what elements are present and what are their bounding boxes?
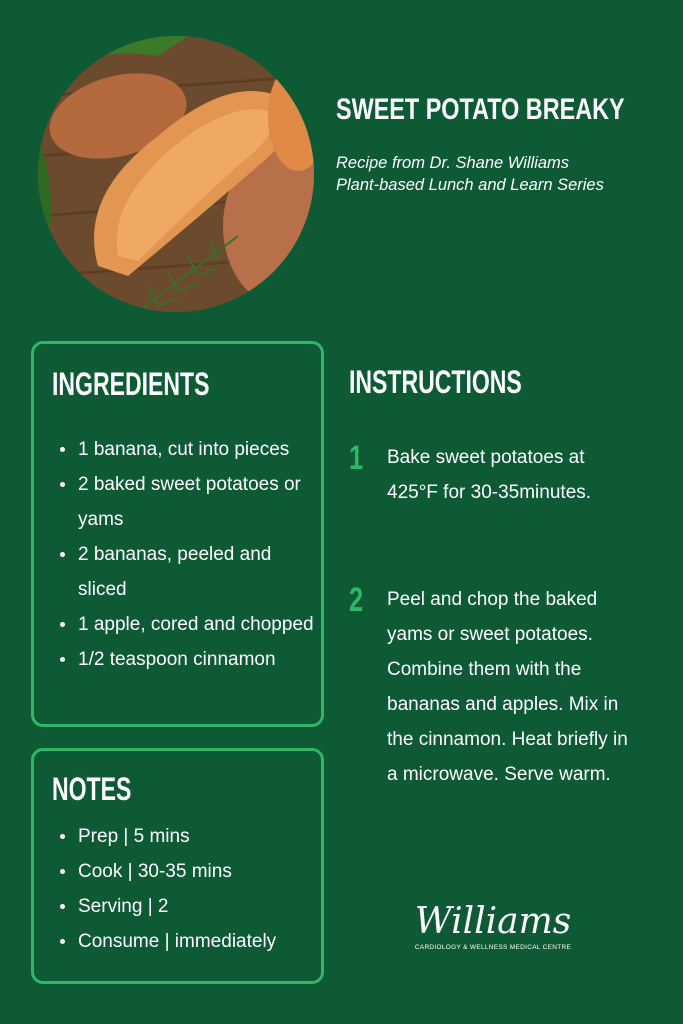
list-item: 2 bananas, peeled and sliced [58,537,318,607]
subtitle-line-2: Plant-based Lunch and Learn Series [336,176,604,194]
list-item: 1/2 teaspoon cinnamon [58,642,318,677]
notes-list [58,819,318,959]
list-item: Serving | 2 [58,889,318,924]
list-item: 2 baked sweet potatoes or yams [58,467,318,537]
recipe-title: SWEET POTATO BREAKY [336,93,625,126]
list-item: Consume | immediately [58,924,318,959]
notes-panel [31,748,324,984]
logo-script: Williams [414,901,572,942]
ingredients-panel [31,341,324,727]
sweet-potato-illustration [38,36,314,312]
logo-subtitle: CARDIOLOGY & WELLNESS MEDICAL CENTRE [414,944,572,951]
subtitle-line-1: Recipe from Dr. Shane Williams [336,154,570,172]
list-item: Cook | 30-35 mins [58,854,318,889]
sweet-potato-photo [38,36,314,312]
step-number: 2 [349,581,364,619]
recipe-subtitle [336,152,666,196]
instructions-heading: INSTRUCTIONS [349,364,522,400]
step-text: Bake sweet potatoes at 425°F for 30-35minutes. [387,447,592,503]
step-number: 1 [349,439,364,477]
williams-logo [408,900,578,960]
ingredients-list [58,432,318,677]
list-item: 1 apple, cored and chopped [58,607,318,642]
notes-heading: NOTES [52,771,132,807]
list-item: 1 banana, cut into pieces [58,432,318,467]
ingredients-heading: INGREDIENTS [52,366,210,402]
step-text: Peel and chop the baked yams or sweet potatoes. Combine them with the bananas and apples. Mix in the cinnamon. Heat briefly in a microwave. Serve warm. [387,589,628,785]
list-item: Prep | 5 mins [58,819,318,854]
